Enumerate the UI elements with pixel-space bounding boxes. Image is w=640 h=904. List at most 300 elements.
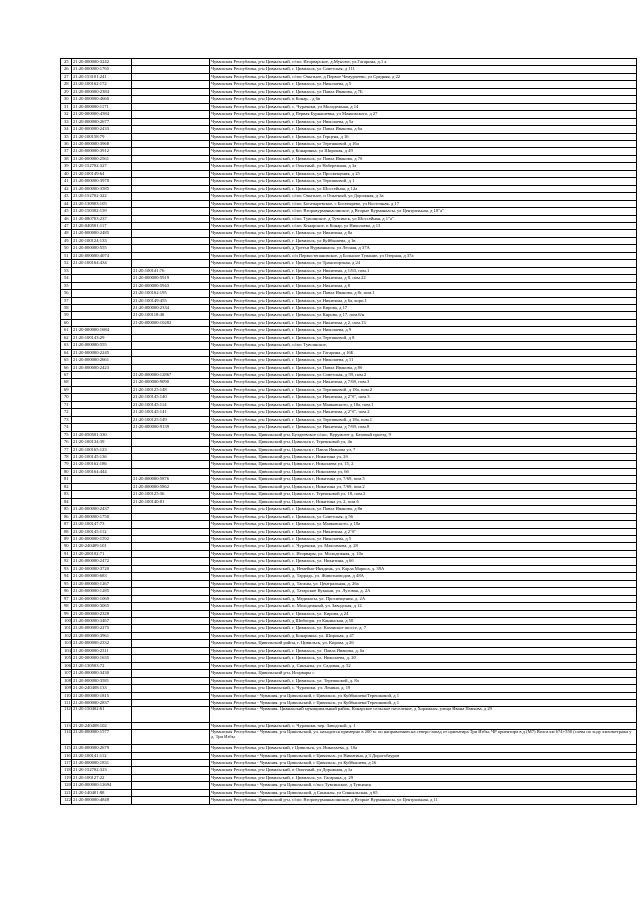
row-number-cell: 28: [61, 81, 72, 88]
table-row: [61, 342, 637, 349]
table-row: [61, 580, 637, 587]
row-number-cell: 25: [61, 59, 72, 66]
address-cell: Чувашская Республика, р-н Цивильский, с/п Первостепановское, д Большое Тувание, ул Озерная, д 37а: [210, 252, 637, 259]
cadastral-number-cell: 21:20:000000:2485: [72, 230, 132, 237]
room-cadastral-number-cell: [132, 513, 210, 520]
address-cell: Чувашская Республика, р-н Цивильский, д Третьи Вурманкасы, ул Лесная, д 37А: [210, 245, 637, 252]
room-cadastral-number-cell: [132, 73, 210, 80]
table-row: [61, 759, 637, 766]
address-cell: Чувашская Республика, Цивильский р-н, Цивильск г, Терешковой ул, 18, пом.2: [210, 491, 637, 498]
cadastral-number-cell: 21:20:100134:39: [72, 439, 132, 446]
room-cadastral-number-cell: [132, 789, 210, 796]
table-row: [61, 237, 637, 244]
table-row: [61, 707, 637, 722]
table-row: [61, 81, 637, 88]
cadastral-number-cell: 21:20:000000:2275: [72, 625, 132, 632]
table-row: [61, 319, 637, 326]
cadastral-number-cell: 21:20:000000:2679: [72, 745, 132, 752]
room-cadastral-number-cell: [132, 155, 210, 162]
table-row: [61, 126, 637, 133]
table-row: [61, 155, 637, 162]
cadastral-number-cell: 21:20:000000:4584: [72, 111, 132, 118]
row-number-cell: 68: [61, 379, 72, 386]
room-cadastral-number-cell: [132, 580, 210, 587]
table-row: [61, 625, 637, 632]
table-row: [61, 416, 637, 423]
room-cadastral-number-cell: 21:20:000000:5919: [132, 275, 210, 282]
table-row: [61, 617, 637, 624]
cadastral-number-cell: 21:20:000000:1592: [72, 536, 132, 543]
table-row: [61, 454, 637, 461]
table-row: [61, 506, 637, 513]
address-cell: Чувашская Республика, Цивильский р-н, Цивильск г, Терешковой ул, 4в: [210, 439, 637, 446]
cadastral-number-cell: 21:20:000000:2677: [72, 118, 132, 125]
table-row: [61, 699, 637, 706]
row-number-cell: 91: [61, 550, 72, 557]
row-number-cell: 29: [61, 88, 72, 95]
table-row: [61, 133, 637, 140]
cadastral-number-cell: [72, 312, 132, 319]
row-number-cell: 41: [61, 178, 72, 185]
table-row: [61, 789, 637, 796]
address-cell: Чувашская Республика, р-н Цивильский, г. Цивильск, ул Никитина, д 2"б", пом.3: [210, 394, 637, 401]
room-cadastral-number-cell: [132, 461, 210, 468]
row-number-cell: 116: [61, 752, 72, 759]
address-cell: Чувашская Республика, р-н Цивильский, д. Синьялы, ул. Садовая, д. 52: [210, 662, 637, 669]
address-cell: Чувашская Республика, Цивильский р-н, Цивильск г, Николаева ул, 15, 2: [210, 461, 637, 468]
table-row: [61, 372, 637, 379]
address-cell: Чувашская Республика, р-н Цивильский, г. Цивильск, ул Павла Иванова, д 6а: [210, 126, 637, 133]
room-cadastral-number-cell: [132, 230, 210, 237]
room-cadastral-number-cell: [132, 200, 210, 207]
table-row: [61, 163, 637, 170]
address-cell: Чувашская Республика, р-н Цивильский, г. Цивильск, ул Маяковского, д 18а, пом.1: [210, 401, 637, 408]
room-cadastral-number-cell: [132, 536, 210, 543]
row-number-cell: 105: [61, 655, 72, 662]
room-cadastral-number-cell: [132, 543, 210, 550]
cadastral-number-cell: 21:20:000000:2437: [72, 506, 132, 513]
cadastral-number-cell: [72, 297, 132, 304]
table-row: [61, 185, 637, 192]
cadastral-number-cell: 21:20:100143:29: [72, 334, 132, 341]
table-row: [61, 312, 637, 319]
cadastral-number-cell: [72, 424, 132, 431]
address-cell: Чувашская Республика, р-н Цивильский, с/пос Тувсинское,: [210, 342, 637, 349]
cadastral-number-cell: 21:20:040501:117: [72, 222, 132, 229]
room-cadastral-number-cell: [132, 364, 210, 371]
room-cadastral-number-cell: [132, 163, 210, 170]
address-cell: Чувашская Республика, р-н Цивильский, д Шибоори, ул Канинская, д 50: [210, 617, 637, 624]
cadastral-number-cell: [72, 416, 132, 423]
property-register-table: [60, 58, 637, 805]
row-number-cell: 27: [61, 73, 72, 80]
table-row: [61, 521, 637, 528]
room-cadastral-number-cell: [132, 759, 210, 766]
row-number-cell: 30: [61, 96, 72, 103]
cadastral-number-cell: 21:20:130903:105: [72, 200, 132, 207]
cadastral-number-cell: 21:20:152702:322: [72, 193, 132, 200]
row-number-cell: 37: [61, 148, 72, 155]
row-number-cell: 88: [61, 528, 72, 535]
row-number-cell: 38: [61, 155, 72, 162]
table-row: [61, 565, 637, 572]
cadastral-number-cell: 21:20:100164:444: [72, 468, 132, 475]
room-cadastral-number-cell: 21:20:100141:76: [132, 267, 210, 274]
address-cell: Чувашская Республика, р-н Цивильский, с/пос Игорварское, д.Мунсют, ул.Гагарина, д.1 а: [210, 59, 637, 66]
row-number-cell: 107: [61, 670, 72, 677]
row-number-cell: 85: [61, 506, 72, 513]
room-cadastral-number-cell: 21:20:100145:140: [132, 394, 210, 401]
address-cell: Чувашская Республика, р-н Цивильский, п Опытный, ул Набережная, д 3а: [210, 163, 637, 170]
row-number-cell: 89: [61, 536, 72, 543]
table-row: [61, 193, 637, 200]
room-cadastral-number-cell: [132, 752, 210, 759]
cadastral-number-cell: [72, 483, 132, 490]
room-cadastral-number-cell: [132, 237, 210, 244]
address-cell: Чувашская Республика, р-н Цивильский, г. Цивильск, ул. Никитина, д 6б: [210, 558, 637, 565]
table-row: [61, 446, 637, 453]
cadastral-number-cell: 21:20:000000:3961: [72, 632, 132, 639]
address-cell: Чувашская Республика, р-н Цивильский, г. Цивильск, ул Терешковой, д 16а: [210, 140, 637, 147]
table-row: [61, 588, 637, 595]
room-cadastral-number-cell: [132, 148, 210, 155]
table-row: [61, 439, 637, 446]
room-cadastral-number-cell: 21:20:000000:5876: [132, 476, 210, 483]
address-cell: Чувашская Республика, р-н Цивильский, с. Чурачики, пер. Заводской, д. 1: [210, 722, 637, 729]
cadastral-number-cell: 21:20:100165:123: [72, 446, 132, 453]
row-number-cell: 82: [61, 483, 72, 490]
cadastral-number-cell: [72, 476, 132, 483]
row-number-cell: 61: [61, 327, 72, 334]
table-row: [61, 513, 637, 520]
row-number-cell: 78: [61, 454, 72, 461]
room-cadastral-number-cell: [132, 185, 210, 192]
cadastral-number-cell: 21:20:100145:112: [72, 528, 132, 535]
row-number-cell: 114: [61, 729, 72, 744]
table-row: [61, 409, 637, 416]
row-number-cell: 39: [61, 163, 72, 170]
room-cadastral-number-cell: [132, 81, 210, 88]
table-row: [61, 729, 637, 744]
cadastral-number-cell: 21:20:000000:555: [72, 245, 132, 252]
address-cell: Чувашская Республика, р-н Цивильский, с/пос Тувсинское, д Тувсинск, ул Шоссейная, д 1"а": [210, 215, 637, 222]
row-number-cell: 117: [61, 759, 72, 766]
table-row: [61, 230, 637, 237]
cadastral-number-cell: 21:20:100124:133: [72, 237, 132, 244]
address-cell: Чувашская Республика, р-н Цивильский, с. Чурачики, ул. Максимова, д. 28: [210, 543, 637, 550]
row-number-cell: 33: [61, 118, 72, 125]
address-cell: Чувашская Республика, р-н Цивильский, г. Цивильск, ул Никитина, д 1/63, пом.1: [210, 267, 637, 274]
table-row: [61, 111, 637, 118]
address-cell: Чувашская Республика, р-н Цивильский, г. Цивильск, ул. Казанское шоссе, д. 7: [210, 625, 637, 632]
cadastral-number-cell: 21:20:152702:323: [72, 767, 132, 774]
table-row: [61, 670, 637, 677]
address-cell: Чувашская Республика, р-н Цивильский, г. Цивильск, ул Никитина, д 8: [210, 282, 637, 289]
address-cell: Чувашская Республика, р-н Цивильский, г. Цивильск, ул Никитина, д 8а: [210, 230, 637, 237]
table-row: [61, 88, 637, 95]
row-number-cell: 100: [61, 617, 72, 624]
room-cadastral-number-cell: [132, 588, 210, 595]
row-number-cell: 80: [61, 468, 72, 475]
address-cell: Чувашская Республика, р-н Цивильский, д. Таррадь, ул. Животноводов, д 48А: [210, 573, 637, 580]
table-row: [61, 461, 637, 468]
table-row: [61, 655, 637, 662]
table-row: [61, 386, 637, 393]
row-number-cell: 79: [61, 461, 72, 468]
row-number-cell: 55: [61, 282, 72, 289]
cadastral-number-cell: [72, 491, 132, 498]
cadastral-number-cell: 21:20:000000:1267: [72, 580, 132, 587]
cadastral-number-cell: 21:20:000000:3912: [72, 148, 132, 155]
address-cell: Чувашская Республика, р-н Цивильский, г. Цивильск, ул Никитина, д 2"б", пом.2: [210, 409, 637, 416]
row-number-cell: 63: [61, 342, 72, 349]
cadastral-number-cell: 21:20:150402:61: [72, 707, 132, 722]
table-row: [61, 528, 637, 535]
room-cadastral-number-cell: [132, 208, 210, 215]
address-cell: Чувашская Республика, р-н Цивильский, д Конаринка, ул Широкая, д 49: [210, 148, 637, 155]
room-cadastral-number-cell: [132, 521, 210, 528]
address-cell: Чувашская Республика, р-н Цивильский, д. Таганы, ул. Центральная, д. 26а: [210, 580, 637, 587]
row-number-cell: 47: [61, 222, 72, 229]
address-cell: Чувашская Республика - Чувашия, р-н Цивильский, д Синьялы, ул Синьяльская, д 65: [210, 789, 637, 796]
room-cadastral-number-cell: [132, 334, 210, 341]
table-row: [61, 722, 637, 729]
room-cadastral-number-cell: [132, 699, 210, 706]
cadastral-number-cell: [72, 282, 132, 289]
cadastral-number-cell: 21:20:000000:12694: [72, 782, 132, 789]
row-number-cell: 58: [61, 304, 72, 311]
table-row: [61, 252, 637, 259]
address-cell: Чувашская Республика, р-н Цивильский, с. Игорвары, ул. Молодежная, д. 10а: [210, 550, 637, 557]
cadastral-number-cell: 21:20:100162:172: [72, 81, 132, 88]
room-cadastral-number-cell: [132, 677, 210, 684]
row-number-cell: 31: [61, 103, 72, 110]
cadastral-number-cell: 21:20:000000:2423: [72, 364, 132, 371]
cadastral-number-cell: 21:20:000000:1765: [72, 66, 132, 73]
row-number-cell: 71: [61, 401, 72, 408]
cadastral-number-cell: 21:20:000000:2328: [72, 610, 132, 617]
address-cell: Чувашская Республика - Чувашия, р-н Цивильский, с/пос Тувсинское, д Тувсинск: [210, 782, 637, 789]
address-cell: Чувашская Республика, Цивильский р-н, с/пос Второвурманкасинское, д Вторые Вурманкасы, ул Центральная, д 11: [210, 797, 637, 804]
row-number-cell: 57: [61, 297, 72, 304]
cadastral-number-cell: 21:20:000000:3242: [72, 59, 132, 66]
cadastral-number-cell: 21:20:100158:79: [72, 133, 132, 140]
table-row: [61, 148, 637, 155]
room-cadastral-number-cell: [132, 595, 210, 602]
table-row: [61, 752, 637, 759]
row-number-cell: 75: [61, 431, 72, 438]
room-cadastral-number-cell: [132, 88, 210, 95]
cadastral-number-cell: 21:20:000000:2837: [72, 699, 132, 706]
table-row: [61, 349, 637, 356]
room-cadastral-number-cell: 21:20:100125:149: [132, 416, 210, 423]
table-row: [61, 692, 637, 699]
row-number-cell: 54: [61, 275, 72, 282]
table-row: [61, 632, 637, 639]
address-cell: Чувашская Республика, Цивильский р-н, Игорвары с: [210, 670, 637, 677]
table-row: [61, 491, 637, 498]
room-cadastral-number-cell: [132, 59, 210, 66]
cadastral-number-cell: 21:20:080703:237: [72, 215, 132, 222]
address-cell: Чувашская Республика - Чувашия, р-н Цивильский, г Цивильск, ул Куйбышева/Терешковой, д 1: [210, 692, 637, 699]
address-cell: Чувашская Республика, р-н Цивильский, п. Молодежный, ул. Заводская, д 12: [210, 603, 637, 610]
row-number-cell: 74: [61, 424, 72, 431]
room-cadastral-number-cell: [132, 178, 210, 185]
room-cadastral-number-cell: [132, 111, 210, 118]
table-row: [61, 431, 637, 438]
table-row: [61, 476, 637, 483]
room-cadastral-number-cell: 21:20:000000:5862: [132, 483, 210, 490]
room-cadastral-number-cell: [132, 349, 210, 356]
cadastral-number-cell: [72, 319, 132, 326]
row-number-cell: 103: [61, 640, 72, 647]
cadastral-number-cell: 21:20:000000:2332: [72, 640, 132, 647]
table-row: [61, 267, 637, 274]
room-cadastral-number-cell: [132, 118, 210, 125]
cadastral-number-cell: [72, 372, 132, 379]
cadastral-number-cell: 21:20:000000:3720: [72, 565, 132, 572]
cadastral-number-cell: 21:20:100149:64: [72, 170, 132, 177]
cadastral-number-cell: 21:20:000000:3978: [72, 178, 132, 185]
row-number-cell: 45: [61, 208, 72, 215]
room-cadastral-number-cell: [132, 692, 210, 699]
row-number-cell: 109: [61, 685, 72, 692]
address-cell: Чувашская Республика, р-н Цивильский, г. Цивильск, ул Советская, д 111: [210, 66, 637, 73]
address-cell: Чувашская Республика, р-н Цивильский, г. Цивильск, ул Просвещения, д 25: [210, 170, 637, 177]
address-cell: Чувашская Республика, р-н Цивильский, с/пос Конарское, п Конар, ул Николаева, д 13: [210, 222, 637, 229]
address-cell: Чувашская Республика, р-н Цивильский, г. Цивильск, ул Николаева, д 5: [210, 536, 637, 543]
row-number-cell: 96: [61, 588, 72, 595]
room-cadastral-number-cell: [132, 222, 210, 229]
cadastral-number-cell: 21:20:100145:136: [72, 454, 132, 461]
room-cadastral-number-cell: [132, 729, 210, 744]
room-cadastral-number-cell: [132, 640, 210, 647]
room-cadastral-number-cell: [132, 797, 210, 804]
row-number-cell: 94: [61, 573, 72, 580]
address-cell: Чувашская Республика, р-н Цивильский, г. Цивильск, ул Транспортная, д 24: [210, 260, 637, 267]
table-row: [61, 260, 637, 267]
room-cadastral-number-cell: [132, 565, 210, 572]
address-cell: Чувашская Республика, р-н Цивильский, г. Цивильск, ул Советская, д 59, пом.2: [210, 372, 637, 379]
row-number-cell: 62: [61, 334, 72, 341]
cadastral-number-cell: [72, 267, 132, 274]
row-number-cell: 101: [61, 625, 72, 632]
table-row: [61, 364, 637, 371]
row-number-cell: 77: [61, 446, 72, 453]
row-number-cell: 56: [61, 290, 72, 297]
cadastral-number-cell: 21:20:100162:186: [72, 461, 132, 468]
address-cell: Чувашская Республика - Чувашия, р-н Цивильский, ул. находится примерно в 200 м. по направлению на северо-запад от ориентира Три Избы, ЧР ориентира в д (М7) Волга км 674+550 (слева по ходу километража у д. Три Избы: [210, 729, 637, 744]
row-number-cell: 106: [61, 662, 72, 669]
table-row: [61, 327, 637, 334]
row-number-cell: 86: [61, 513, 72, 520]
table-row: [61, 357, 637, 364]
cadastral-number-cell: 21:20:000000:4660: [72, 96, 132, 103]
row-number-cell: 119: [61, 774, 72, 781]
table-row: [61, 603, 637, 610]
table-row: [61, 550, 637, 557]
address-cell: Чувашская Республика, р-н Цивильский, г. Цивильск, ул Павла Иванова, д 8в: [210, 506, 637, 513]
room-cadastral-number-cell: [132, 767, 210, 774]
row-number-cell: 113: [61, 722, 72, 729]
row-number-cell: 90: [61, 543, 72, 550]
room-cadastral-number-cell: [132, 215, 210, 222]
address-cell: Чувашская Республика, р-н Цивильский, д. Медикасы, ул. Просвещения, д. 2А: [210, 595, 637, 602]
room-cadastral-number-cell: [132, 103, 210, 110]
cadastral-number-cell: 21:20:000000:1285: [72, 588, 132, 595]
cadastral-number-cell: 21:20:000000:4074: [72, 252, 132, 259]
address-cell: Чувашская Республика, р-н Цивильский, г. Цивильск, ул Никитина, д 8, пом.22: [210, 275, 637, 282]
room-cadastral-number-cell: [132, 357, 210, 364]
row-number-cell: 53: [61, 267, 72, 274]
table-row: [61, 573, 637, 580]
room-cadastral-number-cell: [132, 327, 210, 334]
table-row: [61, 215, 637, 222]
row-number-cell: 59: [61, 312, 72, 319]
row-number-cell: 115: [61, 745, 72, 752]
cadastral-number-cell: [72, 386, 132, 393]
row-number-cell: 118: [61, 767, 72, 774]
address-cell: Чувашская Республика, р-н Цивильский, с/пос Опытное, п Опытный, ул Дорожная, д 3а: [210, 193, 637, 200]
table-row: [61, 290, 637, 297]
address-cell: Чувашская Республика, р-н Цивильский, г. Цивильск, ул Павла Иванова, д 7Б: [210, 88, 637, 95]
row-number-cell: 32: [61, 111, 72, 118]
address-cell: Чувашская Республика, р-н Цивильский, г. Цивильск, ул Куйбышева, д 1в: [210, 237, 637, 244]
cadastral-number-cell: 21:20:000000:2472: [72, 558, 132, 565]
table-row: [61, 468, 637, 475]
cadastral-number-cell: 21:20:000000:2245: [72, 349, 132, 356]
cadastral-number-cell: 21:20:000000:1171: [72, 103, 132, 110]
room-cadastral-number-cell: [132, 550, 210, 557]
room-cadastral-number-cell: [132, 745, 210, 752]
address-cell: Чувашская Республика, р-н Цивильский, г. Цивильск, ул Кирова, д 17, пом.6/н: [210, 312, 637, 319]
address-cell: Чувашская Республика, р-н Цивильский, г. Цивильск, ул. Николаева, д. 20: [210, 655, 637, 662]
address-cell: Чувашская Республика, р-н Цивильский, г. Цивильск, ул Маяковского, д 18а: [210, 521, 637, 528]
table-row: [61, 498, 637, 505]
row-number-cell: 99: [61, 610, 72, 617]
room-cadastral-number-cell: [132, 260, 210, 267]
row-number-cell: 49: [61, 237, 72, 244]
address-cell: Чувашская Республика, р-н Цивильский, г. Цивильск, ул Николаева, д 5а: [210, 118, 637, 125]
table-row: [61, 222, 637, 229]
row-number-cell: 44: [61, 200, 72, 207]
room-cadastral-number-cell: 21:20:100140:81: [132, 498, 210, 505]
room-cadastral-number-cell: 21:20:100149:455: [132, 297, 210, 304]
address-cell: Чувашская Республика, р-н Цивильский, г. Цивильск, ул Терешковой, д 8: [210, 334, 637, 341]
room-cadastral-number-cell: [132, 558, 210, 565]
table-row: [61, 543, 637, 550]
table-row: [61, 178, 637, 185]
table-row: [61, 170, 637, 177]
table-row: [61, 745, 637, 752]
table-row: [61, 647, 637, 654]
cadastral-number-cell: 21:20:000000:3968: [72, 140, 132, 147]
row-number-cell: 111: [61, 699, 72, 706]
room-cadastral-number-cell: [132, 707, 210, 722]
row-number-cell: 67: [61, 372, 72, 379]
room-cadastral-number-cell: [132, 774, 210, 781]
row-number-cell: 26: [61, 66, 72, 73]
cadastral-number-cell: 21:20:000000:2433: [72, 126, 132, 133]
room-cadastral-number-cell: 21:20:100162:195: [132, 290, 210, 297]
cadastral-number-cell: 21:20:100127:22: [72, 774, 132, 781]
table-row: [61, 379, 637, 386]
table-row: [61, 66, 637, 73]
row-number-cell: 121: [61, 789, 72, 796]
cadastral-number-cell: 21:20:140401:88: [72, 789, 132, 796]
address-cell: Чувашская Республика, р-н Цивильский, г. Цивильск, ул Никитина, д 7/69, пом.8: [210, 424, 637, 431]
row-number-cell: 72: [61, 409, 72, 416]
